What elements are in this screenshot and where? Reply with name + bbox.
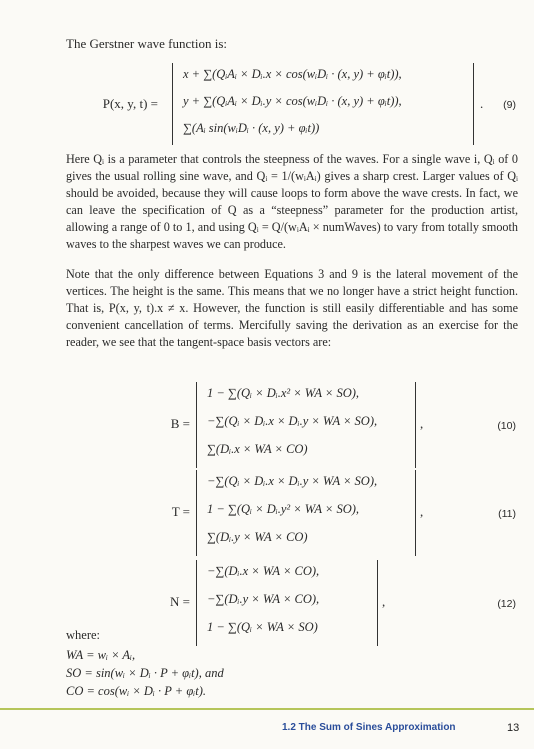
equation-9-matrix xyxy=(172,63,474,145)
equation-10-number: (10) xyxy=(497,420,516,432)
equation-12-row-2: −∑(Dᵢ.y × WA × CO), xyxy=(207,592,320,606)
equation-11-lhs: T = xyxy=(171,504,190,519)
equation-10-row-1: 1 − ∑(Qᵢ × Dᵢ.x² × WA × SO), xyxy=(207,386,360,400)
equation-12-tail: , xyxy=(382,594,386,609)
definitions xyxy=(66,646,224,700)
paragraph-lateral-movement: Note that the only difference between Equations 3 and 9 is the lateral movement of the vertices. The height is the same. This means that we no longer have a strict height function. That is, P(x, y, t).x ≠ x. However, the function is still easily differentiable and has some convenient cancellation of terms. Mercifully saving the derivation as an exercise for the reader, we see that the tangent-space basis vectors are: xyxy=(66,267,518,349)
anchor xyxy=(66,0,67,1)
equation-12-number: (12) xyxy=(497,598,516,610)
footer-section-title: 1.2 The Sum of Sines Approximation xyxy=(282,722,456,733)
equation-11-row-3: ∑(Dᵢ.y × WA × CO) xyxy=(207,530,308,544)
where-label: where: xyxy=(66,628,101,642)
footer-rule xyxy=(0,708,534,710)
page-number: 13 xyxy=(507,722,520,734)
equation-10 xyxy=(0,382,534,470)
equation-10-row-3: ∑(Dᵢ.x × WA × CO) xyxy=(207,442,308,456)
equation-12-matrix xyxy=(196,560,378,646)
equation-11-matrix xyxy=(196,470,416,556)
equation-9-row-3: ∑(Aᵢ sin(wᵢDᵢ · (x, y) + φᵢt)) xyxy=(183,121,320,135)
intro-text: The Gerstner wave function is: xyxy=(66,36,228,51)
definition-co: CO = cos(wᵢ × Dᵢ · P + φᵢt). xyxy=(66,684,207,698)
equation-9 xyxy=(0,63,534,147)
equation-9-row-1: x + ∑(QᵢAᵢ × Dᵢ.x × cos(wᵢDᵢ · (x, y) + φᵢt)), xyxy=(183,67,402,81)
equation-10-tail: , xyxy=(420,416,424,431)
equation-11-row-1: −∑(Qᵢ × Dᵢ.x × Dᵢ.y × WA × SO), xyxy=(207,474,378,488)
equation-12-lhs: N = xyxy=(170,594,190,609)
equation-10-row-2: −∑(Qᵢ × Dᵢ.x × Dᵢ.y × WA × SO), xyxy=(207,414,378,428)
equation-11-tail: , xyxy=(420,504,424,519)
equation-9-row-2: y + ∑(QᵢAᵢ × Dᵢ.y × cos(wᵢDᵢ · (x, y) + φᵢt)), xyxy=(183,94,402,108)
equation-11-number: (11) xyxy=(498,508,516,520)
equation-9-number: (9) xyxy=(503,99,516,111)
equation-12-row-1: −∑(Dᵢ.x × WA × CO), xyxy=(207,564,320,578)
definition-wa: WA = wᵢ × Aᵢ, xyxy=(66,648,136,662)
equation-9-tail: . xyxy=(480,96,484,111)
paragraph-steepness: Here Qᵢ is a parameter that controls the steepness of the waves. For a single wave i, Qᵢ of 0 gives the usual rolling sine wave, and Qᵢ = 1/(wᵢAᵢ) gives a sharp crest. Larger values of Qᵢ should be avoided, because they will cause loops to form above the wave crests. In fact, we can leave the specification of Q as a “steepness” parameter for the production artist, allowing a range of 0 to 1, and using Qᵢ = Q/(wᵢAᵢ × numWaves) to vary from totally smooth waves to the sharpest waves we can produce. xyxy=(66,152,518,251)
equation-10-matrix xyxy=(196,382,416,468)
definition-so: SO = sin(wᵢ × Dᵢ · P + φᵢt), and xyxy=(66,666,224,680)
equation-10-lhs: B = xyxy=(170,416,190,431)
equation-11 xyxy=(0,470,534,558)
equation-12-row-3: 1 − ∑(Qᵢ × WA × SO) xyxy=(207,620,318,634)
equation-9-lhs: P(x, y, t) = xyxy=(102,96,158,111)
equation-11-row-2: 1 − ∑(Qᵢ × Dᵢ.y² × WA × SO), xyxy=(207,502,360,516)
